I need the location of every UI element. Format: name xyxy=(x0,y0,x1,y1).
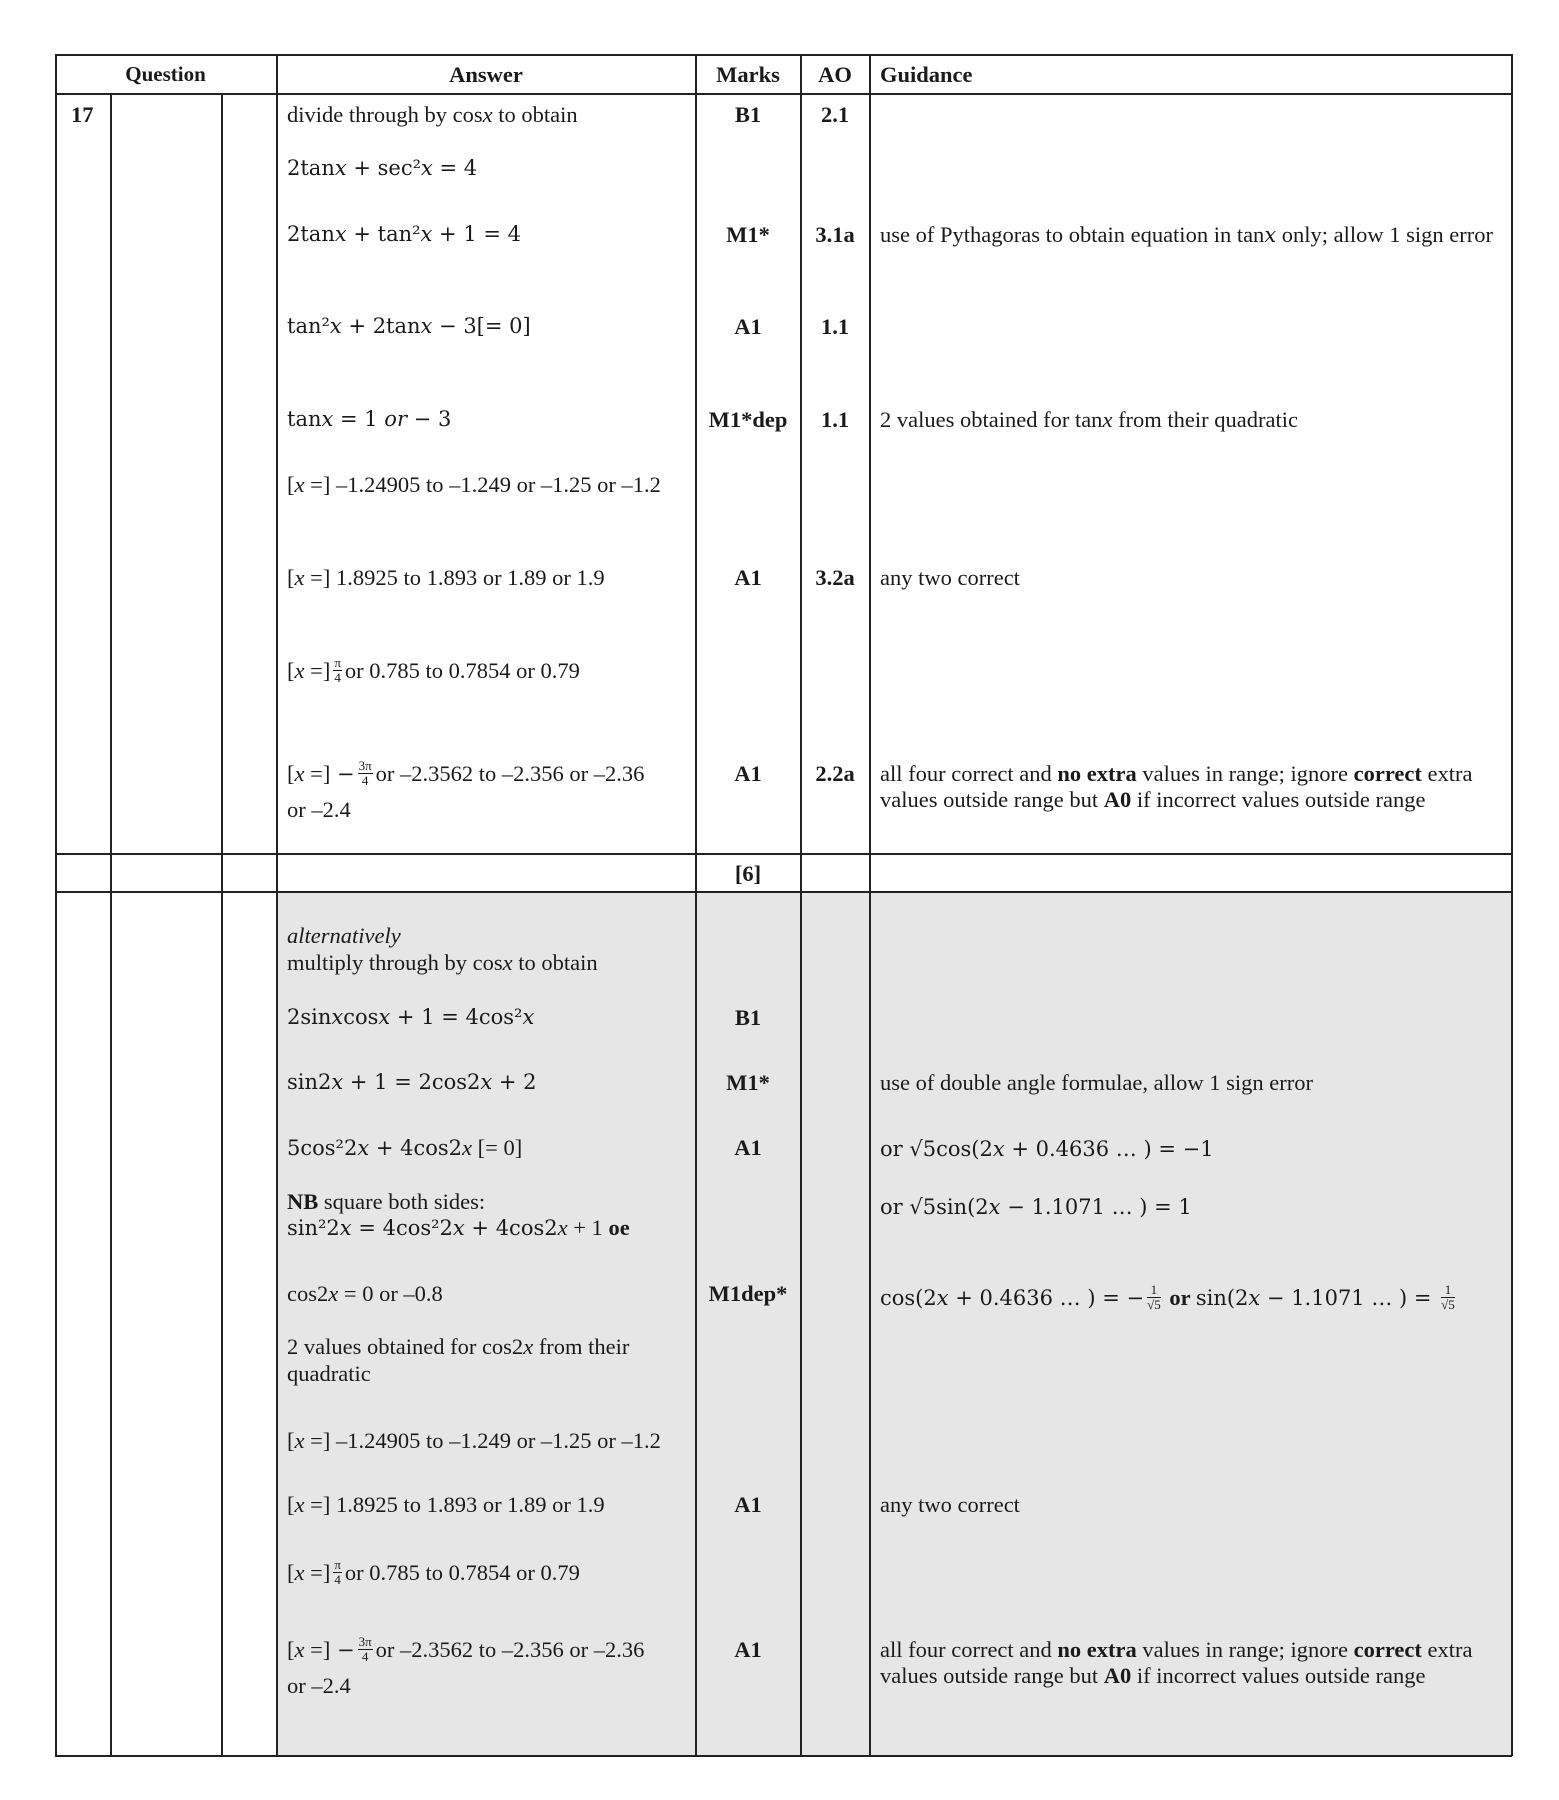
answer-root-4-line2: or –2.4 xyxy=(287,797,351,822)
fraction-pi-over-4: $\frac{\pi}{4}$ xyxy=(334,655,341,686)
guidance-any-two: any two correct xyxy=(880,565,1020,590)
marks-m1-star: M1* xyxy=(726,222,770,247)
answer-root-3: [x =] $\frac{\pi}{4}$ or 0.785 to 0.7854 or 0.79 xyxy=(287,655,580,686)
alt-answer-square-both-sides: sin²2𝑥 = 4cos²2𝑥 + 4cos2x + 1 oe xyxy=(287,1215,630,1240)
question-subcol-divider-1 xyxy=(110,93,112,1756)
ao-3-1a: 3.1a xyxy=(815,222,855,247)
header-answer: Answer xyxy=(449,62,523,87)
alt-guidance-equations: cos(2𝑥 + 0.4636 … ) = − $\frac{1}{√5}$ or sin(2𝑥 − 1.1071 … ) = $\frac{1}{√5}$ xyxy=(880,1282,1455,1313)
alt-answer-cos-quadratic: 5cos²2𝑥 + 4cos2x [= 0] xyxy=(287,1135,523,1160)
answer-root-2: [x =] 1.8925 to 1.893 or 1.89 or 1.9 xyxy=(287,565,605,590)
alt-nb-note: NB square both sides: xyxy=(287,1189,486,1214)
alternative-intro: multiply through by cosx to obtain xyxy=(287,950,598,975)
alt-guidance-all-four-line1: all four correct and no extra values in range; ignore correct extra xyxy=(880,1637,1473,1662)
alt-guidance-all-four-line2: values outside range but A0 if incorrect values outside range xyxy=(880,1663,1426,1688)
guidance-two-values: 2 values obtained for tanx from their quadratic xyxy=(880,407,1298,432)
alt-guidance-rcos: or √5cos(2𝑥 + 0.4636 … ) = −1 xyxy=(880,1137,1214,1161)
alt-answer-root-4: [x =] − $\frac{3\pi}{4}$ or –2.3562 to –2.356 or –2.36 xyxy=(287,1634,645,1665)
alt-marks-a1: A1 xyxy=(734,1135,762,1160)
alt-guidance-double-angle: use of double angle formulae, allow 1 sign error xyxy=(880,1070,1313,1095)
answer-root-4: [x =] − $\frac{3\pi}{4}$ or –2.3562 to –2.356 or –2.36 xyxy=(287,758,645,789)
alt-answer-root-1: [x =] –1.24905 to –1.249 or –1.25 or –1.2 xyxy=(287,1428,661,1453)
alt-answer-root-4-line2: or –2.4 xyxy=(287,1673,351,1698)
answer-root-1: [x =] –1.24905 to –1.249 or –1.25 or –1.2 xyxy=(287,472,661,497)
alt-answer-root-2: [x =] 1.8925 to 1.893 or 1.89 or 1.9 xyxy=(287,1492,605,1517)
marks-ao-divider xyxy=(800,54,802,1756)
alt-guidance-any-two: any two correct xyxy=(880,1492,1020,1517)
alt-marks-b1: B1 xyxy=(734,1005,762,1030)
total-marks: [6] xyxy=(734,861,762,886)
table-top-border xyxy=(55,54,1512,56)
header-ao: AO xyxy=(818,62,852,87)
main-bottom-border xyxy=(55,853,1512,855)
alt-marks-a1-final: A1 xyxy=(734,1637,762,1662)
alt-answer-cos2x-values: cos2x = 0 or –0.8 xyxy=(287,1281,443,1306)
marks-a1-final: A1 xyxy=(734,761,762,786)
guidance-pythagoras: use of Pythagoras to obtain equation in tan𝑥 only; allow 1 sign error xyxy=(880,222,1493,247)
alt-marks-a1-roots: A1 xyxy=(734,1492,762,1517)
table-left-border xyxy=(55,54,57,1756)
alt-fraction-pi-over-4: $\frac{\pi}{4}$ xyxy=(334,1557,341,1588)
table-right-border xyxy=(1511,54,1513,1756)
question-answer-divider xyxy=(276,54,278,1756)
ao-2-1: 2.1 xyxy=(820,102,850,127)
ao-1-1-values: 1.1 xyxy=(820,407,850,432)
ao-2-2a: 2.2a xyxy=(815,761,855,786)
fraction-1-over-root5-a: $\frac{1}{√5}$ xyxy=(1147,1282,1161,1313)
ao-guidance-divider xyxy=(869,54,871,1756)
alt-guidance-rsin: or √5sin(2𝑥 − 1.1071 … ) = 1 xyxy=(880,1195,1192,1219)
alt-marks-m1dep-star: M1dep* xyxy=(708,1281,788,1306)
alt-fraction-3pi-over-4: $\frac{3\pi}{4}$ xyxy=(358,1634,372,1665)
guidance-all-four-line1: all four correct and no extra values in range; ignore correct extra xyxy=(880,761,1473,786)
marks-a1-quadratic: A1 xyxy=(734,314,762,339)
header-marks: Marks xyxy=(716,62,780,87)
ao-3-2a: 3.2a xyxy=(815,565,855,590)
fraction-1-over-root5-b: $\frac{1}{√5}$ xyxy=(1441,1282,1455,1313)
guidance-all-four-line2: values outside range but A0 if incorrect values outside range xyxy=(880,787,1426,812)
header-guidance: Guidance xyxy=(880,62,973,87)
answer-equation-sec: 2tan𝑥 + sec²𝑥 = 4 xyxy=(287,156,478,180)
total-bottom-border xyxy=(55,891,1512,893)
fraction-3pi-over-4: $\frac{3\pi}{4}$ xyxy=(358,758,372,789)
question-subcol-divider-2 xyxy=(221,93,223,1756)
answer-equation-tan: 2tan𝑥 + tan²𝑥 + 1 = 4 xyxy=(287,222,521,246)
marks-a1-roots: A1 xyxy=(734,565,762,590)
alt-marks-m1-star: M1* xyxy=(726,1070,770,1095)
alternatively-heading: alternatively xyxy=(287,923,401,948)
answer-tan-values: tan𝑥 = 1 𝑜𝑟 − 3 xyxy=(287,407,452,431)
marks-b1: B1 xyxy=(734,102,762,127)
table-bottom-border xyxy=(55,1755,1512,1757)
alt-answer-root-3: [x =] $\frac{\pi}{4}$ or 0.785 to 0.7854 or 0.79 xyxy=(287,1557,580,1588)
question-number: 17 xyxy=(71,102,94,127)
alt-answer-double-angle: sin2𝑥 + 1 = 2cos2𝑥 + 2 xyxy=(287,1070,537,1094)
answer-quadratic: tan²𝑥 + 2tan𝑥 − 3[= 0] xyxy=(287,314,531,338)
header-bottom-border xyxy=(55,93,1512,95)
marks-m1-star-dep: M1*dep xyxy=(708,407,788,432)
answer-line-divide: divide through by cosx to obtain xyxy=(287,102,578,127)
alt-answer-sin-cos: 2sin𝑥cos𝑥 + 1 = 4cos²𝑥 xyxy=(287,1005,535,1029)
alt-answer-two-values: 2 values obtained for cos2x from their xyxy=(287,1334,630,1359)
ao-1-1-quadratic: 1.1 xyxy=(820,314,850,339)
alt-answer-two-values-line2: quadratic xyxy=(287,1361,371,1386)
header-question: Question xyxy=(125,62,206,86)
